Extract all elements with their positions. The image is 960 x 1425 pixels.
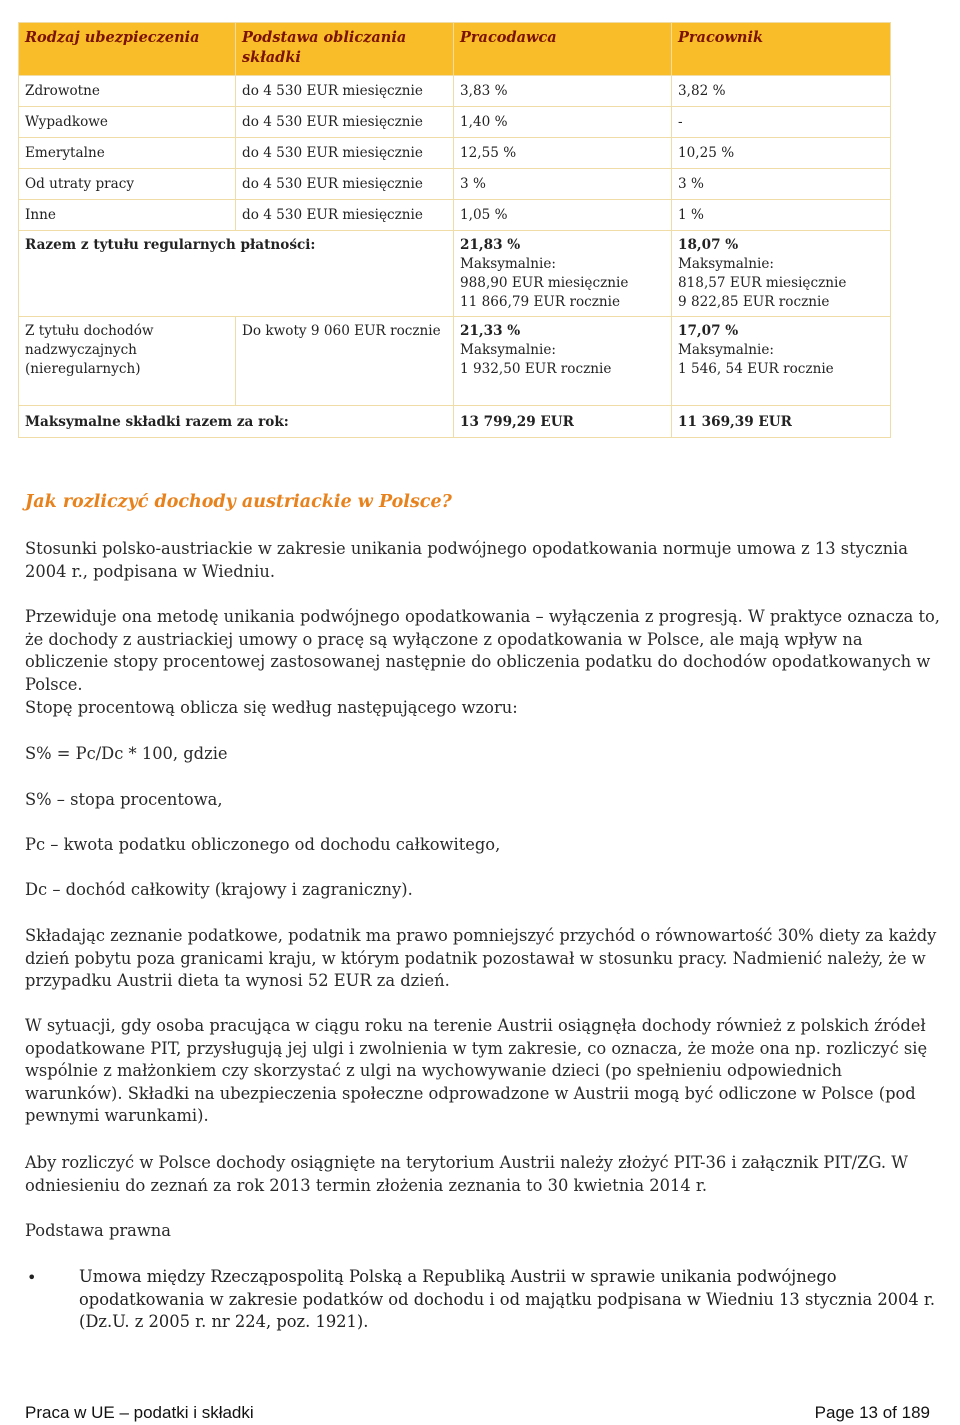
table-row [18, 107, 891, 138]
cell-employer: 12,55 % [454, 138, 672, 169]
total-row [18, 406, 891, 438]
sum-label: Razem z tytułu regularnych płatności: [18, 231, 454, 317]
extra-label-line: nadzwyczajnych [25, 342, 137, 358]
extra-label-line: (nieregularnych) [25, 361, 141, 377]
sum-employee-pct: 18,07 % [678, 237, 739, 253]
cell-basis: do 4 530 EUR miesięcznie [236, 76, 454, 107]
extra-employer-pct: 21,33 % [460, 323, 521, 339]
bullet-item: Umowa między Rzecząpospolitą Polską a Republiką Austrii w sprawie unikania podwójnego opodatkowania w zakresie podatków od dochodu i od majątku podpisana w Wiedniu 13 stycznia 2004 r. (Dz.U. z 2005 r. nr 224, poz. 1921). [79, 1267, 936, 1331]
table-row [18, 200, 891, 231]
paragraph-method: Przewiduje ona metodę unikania podwójnego opodatkowania – wyłączenia z progresją. W praktyce oznacza to, że dochody z austriackiej umowy o pracę są wyłączone z opodatkowania w Polsce, ale mają wpływ na obliczenie stopy procentowej zastosowanej następnie do obliczenia podatku do dochodów opodatkowanych w Polsce. [25, 607, 940, 694]
cell-type: Zdrowotne [18, 76, 236, 107]
paragraph-def-s: S% – stopa procentowa, [25, 790, 223, 809]
paragraph-def-dc: Dc – dochód całkowity (krajowy i zagraniczny). [25, 880, 413, 899]
table-header-row [18, 22, 891, 76]
sum-row [18, 231, 891, 317]
cell-employee: 10,25 % [672, 138, 891, 169]
cell-employee: - [672, 107, 891, 138]
paragraph-formula: S% = Pc/Dc * 100, gdzie [25, 744, 228, 763]
cell-type: Wypadkowe [18, 107, 236, 138]
sum-employee-max-label: Maksymalnie: [678, 256, 774, 272]
bullet-icon: • [27, 1268, 37, 1287]
paragraph-pit36: Aby rozliczyć w Polsce dochody osiągnięte na terytorium Austrii należy złożyć PIT-36 i załącznik PIT/ZG. W odniesieniu do zeznań za rok 2013 termin złożenia zeznania to 30 kwietnia 2014 r. [25, 1153, 908, 1195]
cell-employer: 1,40 % [454, 107, 672, 138]
cell-type: Inne [18, 200, 236, 231]
sum-employee-year: 9 822,85 EUR rocznie [678, 294, 830, 310]
extra-employer [454, 317, 672, 406]
header-insurance-type: Rodzaj ubezpieczenia [18, 22, 236, 76]
extra-employee [672, 317, 891, 406]
sum-employee-month: 818,57 EUR miesięcznie [678, 275, 847, 291]
sum-employee [672, 231, 891, 317]
header-employee: Pracownik [672, 22, 891, 76]
extra-employer-max-label: Maksymalnie: [460, 342, 556, 358]
paragraph-diet: Składając zeznanie podatkowe, podatnik ma prawo pomniejszyć przychód o równowartość 30% diety za każdy dzień pobytu poza granicami kraju, w którym podatnik pozostawał w stosunku pracy. Nadmienić należy, że w przypadku Austrii dieta ta wynosi 52 EUR za dzień. [25, 926, 937, 990]
extra-employee-pct: 17,07 % [678, 323, 739, 339]
cell-employee: 3,82 % [672, 76, 891, 107]
footer-page-number: Page 13 of 189 [814, 1403, 930, 1422]
footer-title: Praca w UE – podatki i składki [25, 1403, 254, 1422]
extra-employer-year: 1 932,50 EUR rocznie [460, 361, 612, 377]
extra-label [18, 317, 236, 406]
cell-employer: 3,83 % [454, 76, 672, 107]
paragraph-legal-basis: Podstawa prawna [25, 1221, 171, 1240]
extra-employee-year: 1 546, 54 EUR rocznie [678, 361, 834, 377]
extra-row [18, 317, 891, 406]
contributions-table [18, 22, 891, 438]
cell-basis: do 4 530 EUR miesięcznie [236, 107, 454, 138]
paragraph-polish-income: W sytuacji, gdy osoba pracująca w ciągu roku na terenie Austrii osiągnęła dochody również z polskich źródeł opodatkowane PIT, przysługują jej ulgi i zwolnienia w tym zakresie, co oznacza, że może ona np. rozliczyć się wspólnie z małżonkiem czy skorzystać z ulgi na wychowywanie dzieci (po spełnieniu odpowiednich warunków). Składki na ubezpieczenia społeczne odprowadzone w Austrii mogą być odliczone w Polsce (pod pewnymi warunkami). [25, 1016, 928, 1125]
sum-employer-month: 988,90 EUR miesięcznie [460, 275, 629, 291]
header-employer: Pracodawca [454, 22, 672, 76]
extra-label-line: Z tytułu dochodów [25, 323, 154, 339]
total-employer: 13 799,29 EUR [454, 406, 672, 438]
cell-type: Od utraty pracy [18, 169, 236, 200]
total-employee: 11 369,39 EUR [672, 406, 891, 438]
cell-basis: do 4 530 EUR miesięcznie [236, 200, 454, 231]
paragraph-def-pc: Pc – kwota podatku obliczonego od dochodu całkowitego, [25, 835, 501, 854]
cell-employer: 3 % [454, 169, 672, 200]
table-row [18, 76, 891, 107]
sum-employer-pct: 21,83 % [460, 237, 521, 253]
paragraph-formula-intro: Stopę procentową oblicza się według następującego wzoru: [25, 698, 518, 717]
table-row [18, 138, 891, 169]
extra-base: Do kwoty 9 060 EUR rocznie [236, 317, 454, 406]
cell-type: Emerytalne [18, 138, 236, 169]
cell-basis: do 4 530 EUR miesięcznie [236, 138, 454, 169]
cell-basis: do 4 530 EUR miesięcznie [236, 169, 454, 200]
section-title: Jak rozliczyć dochody austriackie w Polsce? [25, 492, 452, 512]
sum-employer-max-label: Maksymalnie: [460, 256, 556, 272]
sum-employer-year: 11 866,79 EUR rocznie [460, 294, 621, 310]
paragraph-agreement: Stosunki polsko-austriackie w zakresie unikania podwójnego opodatkowania normuje umowa z 13 stycznia 2004 r., podpisana w Wiedniu. [25, 539, 908, 581]
cell-employee: 3 % [672, 169, 891, 200]
sum-employer [454, 231, 672, 317]
total-label: Maksymalne składki razem za rok: [18, 406, 454, 438]
extra-employee-max-label: Maksymalnie: [678, 342, 774, 358]
cell-employee: 1 % [672, 200, 891, 231]
cell-employer: 1,05 % [454, 200, 672, 231]
header-basis: Podstawa obliczania składki [236, 22, 454, 76]
table-row [18, 169, 891, 200]
